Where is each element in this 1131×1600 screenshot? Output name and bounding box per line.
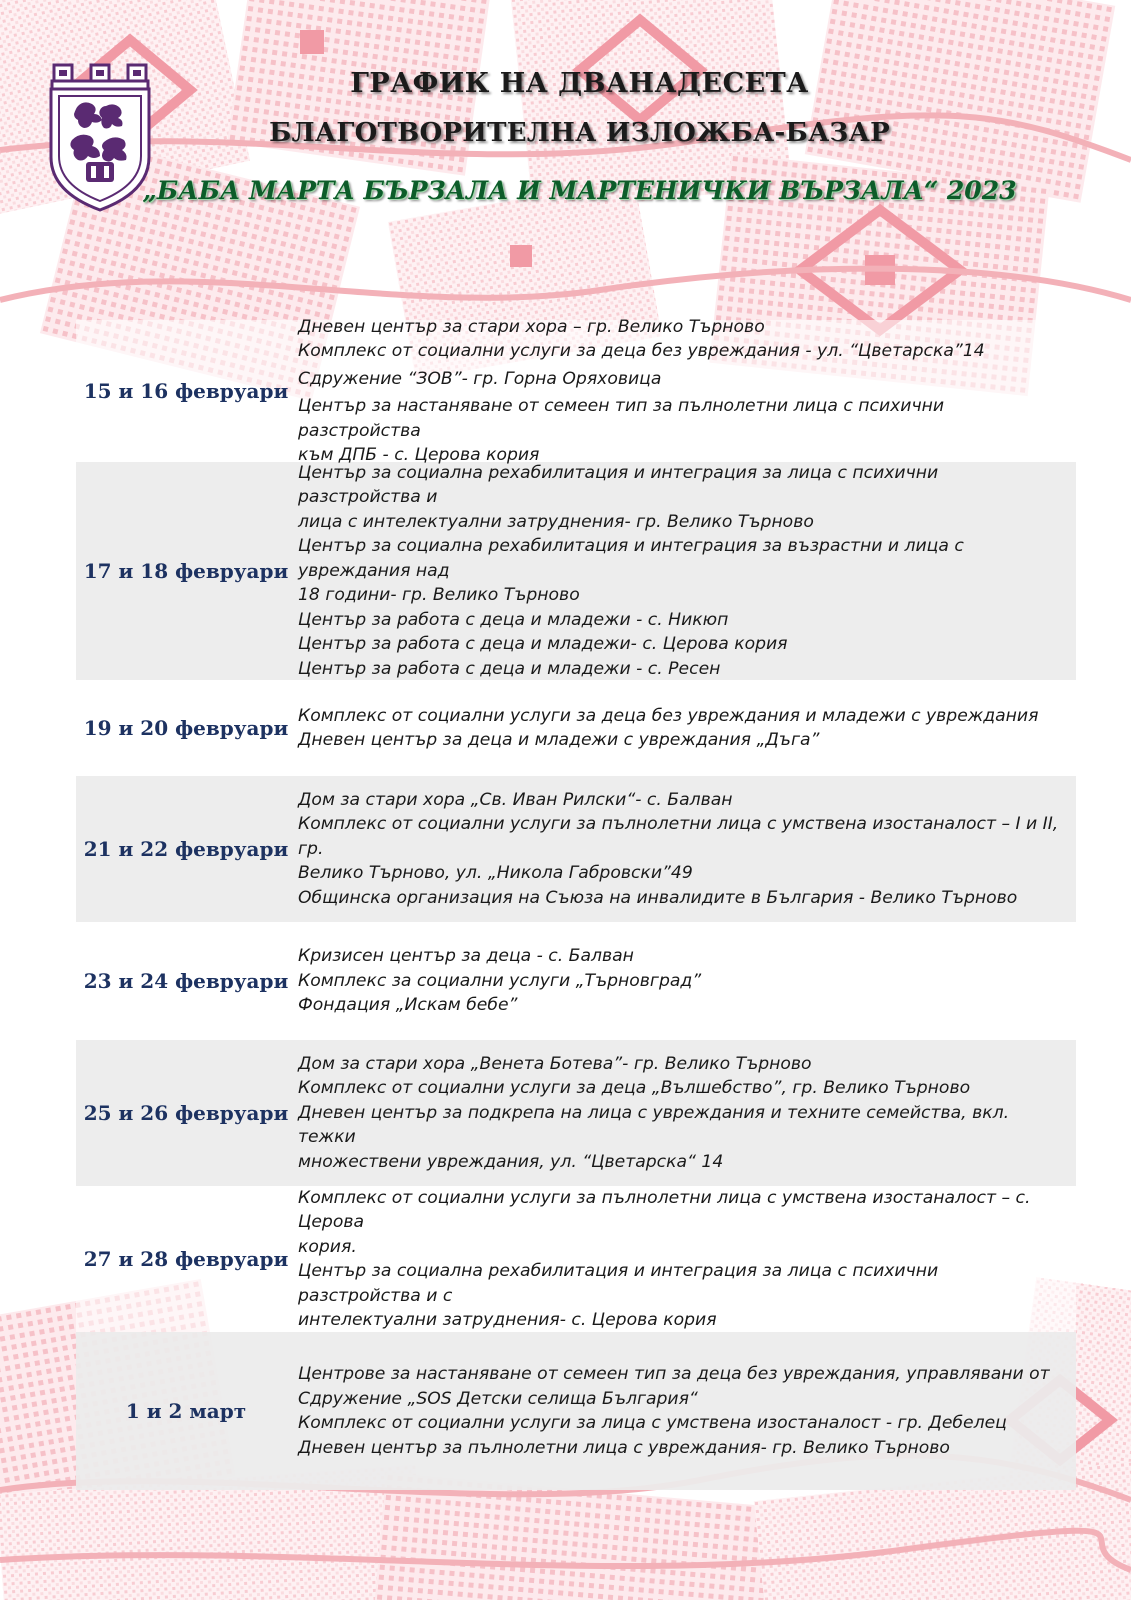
participant-line: Кризисен център за деца - с. Балван bbox=[298, 946, 634, 967]
participant-line: Комплекс от социални услуги за пълнолетни лица с умствена изостаналост – с. Церова bbox=[298, 1187, 1031, 1232]
participant-line: Центрове за настаняване от семеен тип за деца без увреждания, управлявани от bbox=[298, 1364, 1050, 1384]
schedule-row bbox=[76, 1186, 1076, 1332]
schedule-date: 27 и 28 февруари bbox=[83, 1247, 289, 1271]
participant-line: Комплекс за социални услуги „Търновград” bbox=[298, 970, 702, 991]
schedule-participants bbox=[296, 1052, 1076, 1175]
participant-line: Дневен център за стари хора – гр. Велико Търново bbox=[298, 316, 765, 337]
schedule-row bbox=[76, 1332, 1076, 1490]
schedule-participants bbox=[296, 704, 1076, 753]
participant-line: към ДПБ - с. Церова кория bbox=[298, 445, 540, 465]
schedule-date: 17 и 18 февруари bbox=[83, 559, 289, 583]
participant-line: интелектуални затруднения- с. Церова кория bbox=[298, 1310, 717, 1330]
schedule-date: 23 и 24 февруари bbox=[83, 969, 289, 993]
participant-line: Комплекс от социални услуги за лица с умствена изостаналост - гр. Дебелец bbox=[298, 1413, 1007, 1433]
schedule-participants bbox=[296, 1186, 1076, 1333]
title-line-1: ГРАФИК НА ДВАНАДЕСЕТА bbox=[350, 68, 809, 99]
schedule-date: 25 и 26 февруари bbox=[83, 1101, 289, 1125]
title-line-2: БЛАГОТВОРИТЕЛНА ИЗЛОЖБА-БАЗАР bbox=[269, 118, 890, 148]
schedule-row bbox=[76, 462, 1076, 680]
schedule-date: 21 и 22 февруари bbox=[83, 837, 289, 861]
schedule-participants bbox=[296, 788, 1076, 911]
participant-line: Дом за стари хора „Венета Ботева”- гр. Велико Търново bbox=[298, 1053, 812, 1074]
participant-line: 18 години- гр. Велико Търново bbox=[298, 585, 580, 606]
participant-line: множествени увреждания, ул. “Цветарска“ 14 bbox=[298, 1151, 724, 1172]
schedule-date: 15 и 16 февруари bbox=[83, 379, 289, 403]
schedule-date: 1 и 2 март bbox=[125, 1399, 247, 1423]
participant-line: Център за социална рехабилитация и интеграция за възрастни и лица с увреждания над bbox=[298, 536, 964, 581]
schedule-participants bbox=[296, 944, 1076, 1018]
participant-line: Комплекс от социални услуги за деца „Вълшебство”, гр. Велико Търново bbox=[298, 1078, 971, 1099]
schedule-row bbox=[76, 316, 1076, 465]
participant-line: Комплекс от социални услуги за деца без увреждания и младежи с увреждания bbox=[298, 705, 1039, 726]
participant-line: Дневен център за деца и младежи с увреждания „Дъга” bbox=[298, 730, 820, 750]
participant-line: Комплекс от социални услуги за пълнолетни лица с умствена изостаналост – I и II, гр. bbox=[298, 814, 1059, 859]
participant-line: лица с интелектуални затруднения- гр. Велико Търново bbox=[298, 511, 814, 532]
participant-line: Общинска организация на Съюза на инвалидите в България - Велико Търново bbox=[298, 887, 1018, 908]
schedule-participants bbox=[296, 1362, 1076, 1460]
schedule-row bbox=[76, 680, 1076, 776]
participant-line: Център за социална рехабилитация и интеграция за лица с психични разстройства и с bbox=[298, 1261, 939, 1306]
schedule-row bbox=[76, 922, 1076, 1040]
participant-line: Сдружение “ЗОВ”- гр. Горна Оряховица bbox=[298, 368, 662, 389]
schedule-participants bbox=[296, 461, 1076, 682]
participant-line: Дневен център за пълнолетни лица с увреждания- гр. Велико Търново bbox=[298, 1437, 950, 1458]
participant-line: Комплекс от социални услуги за деца без увреждания - ул. “Цветарска”14 bbox=[298, 341, 985, 361]
schedule-row bbox=[76, 776, 1076, 922]
schedule-participants bbox=[296, 315, 1076, 468]
participant-line: Сдружение „SOS Детски селища България“ bbox=[298, 1388, 698, 1409]
participant-line: Център за настаняване от семеен тип за пълнолетни лица с психични разстройства bbox=[298, 396, 945, 441]
participant-line: кория. bbox=[298, 1236, 357, 1257]
participant-line: Велико Търново, ул. „Никола Габровски”49 bbox=[298, 863, 693, 884]
participant-line: Дневен център за подкрепа на лица с увреждания и техните семейства, вкл. тежки bbox=[298, 1102, 1010, 1148]
participant-line: Фондация „Искам бебе” bbox=[298, 995, 518, 1016]
participant-line: Център за работа с деца и младежи - с. Никюп bbox=[298, 609, 729, 630]
participant-line: Център за социална рехабилитация и интеграция за лица с психични разстройства и bbox=[298, 462, 939, 508]
schedule-date: 19 и 20 февруари bbox=[83, 716, 289, 740]
event-name-title: „БАБА МАРТА БЪРЗАЛА И МАРТЕНИЧКИ ВЪРЗАЛА“ 2023 bbox=[142, 176, 1017, 205]
schedule-table bbox=[76, 316, 1076, 1490]
participant-line: Център за работа с деца и младежи - с. Ресен bbox=[298, 658, 721, 679]
participant-line: Дом за стари хора „Св. Иван Рилски“- с. Балван bbox=[298, 789, 733, 810]
participant-line: Център за работа с деца и младежи- с. Церова кория bbox=[298, 634, 788, 655]
schedule-row bbox=[76, 1040, 1076, 1186]
